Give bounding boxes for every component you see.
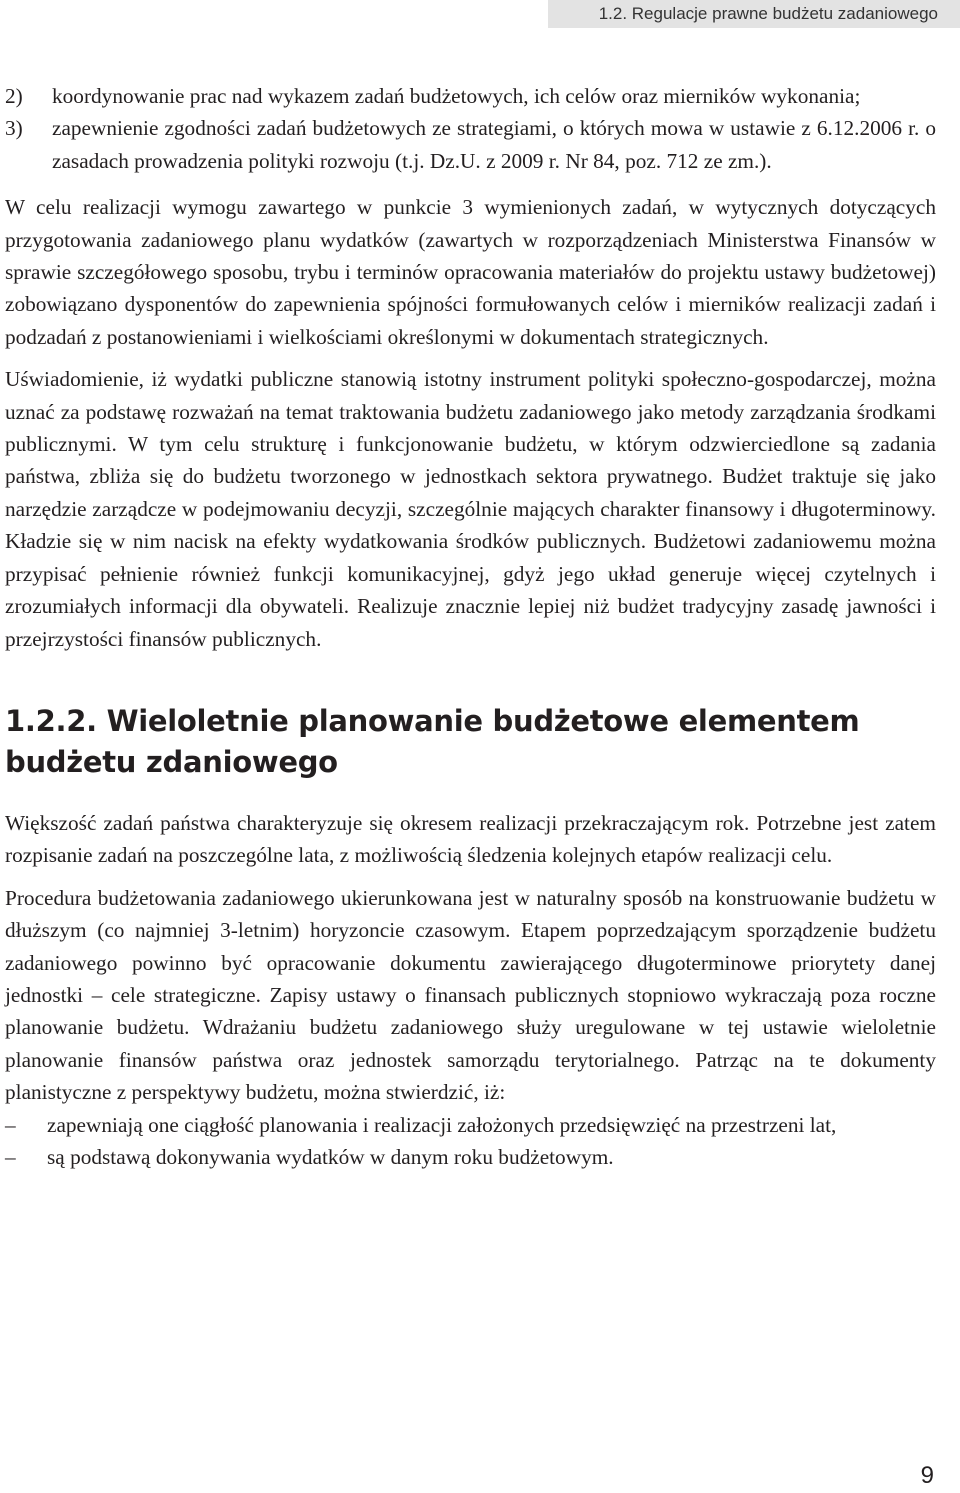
list-item-text: koordynowanie prac nad wykazem zadań budżetowych, ich celów oraz mierników wykonania; (52, 84, 861, 108)
section-heading (5, 701, 936, 783)
dash-bullet: – (5, 1112, 16, 1137)
list-item (5, 80, 936, 112)
dash-list-item (5, 1141, 936, 1173)
list-item-number: 3) (5, 116, 23, 141)
numbered-list (5, 80, 936, 177)
paragraph: W celu realizacji wymogu zawartego w punkcie 3 wymienionych zadań, w wytycznych dotyczących przygotowania zadaniowego planu wydatków (zawartych w rozporządzeniach Ministerstwa Finansów w sprawie szczegółowego sposobu, trybu i terminów opracowania materiałów do projektu ustawy budżetowej) zobowiązano dysponentów do zapewnienia spójności formułowanych celów i mierników realizacji zadań i podzadań z postanowieniami i wielkościami określonymi w dokumentach strategicznych. (5, 195, 936, 349)
paragraph: Uświadomienie, iż wydatki publiczne stanowią istotny instrument polityki społeczno-gospodarczej, można uznać za podstawę rozważań na temat traktowania budżetu zadaniowego jako metody zarządzania środkami publicznymi. W tym celu strukturę i funkcjonowanie budżetu, w którym odzwierciedlone są zadania państwa, zbliża się do budżetu tworzonego w jednostkach sektora prywatnego. Budżet traktuje się jako narzędzie zarządcze w podejmowaniu decyzji, szczególnie mających charakter finansowy i długoterminowy. Kładzie się w nim nacisk na efekty wydatkowania środków publicznych. Budżetowi zadaniowemu można przypisać pełnienie również funkcji komunikacyjnej, gdyż jego układ generuje więcej czytelnych i zrozumiałych informacji dla obywateli. Realizuje znacznie lepiej niż budżet tradycyjny zasadę jawności i przejrzystości finansów publicznych. (5, 367, 936, 651)
dash-bullet: – (5, 1144, 16, 1169)
paragraph: Większość zadań państwa charakteryzuje się okresem realizacji przekraczającym rok. Potrzebne jest zatem rozpisanie zadań na poszczególne lata, z możliwością śledzenia kolejnych etapów realizacji celu. (5, 810, 936, 868)
page-content (5, 80, 936, 1173)
section-heading-line: 1.2.2. Wieloletnie planowanie budżetowe elementem (5, 703, 860, 738)
dash-list-item (5, 1109, 936, 1141)
paragraph: Procedura budżetowania zadaniowego ukierunkowana jest w naturalny sposób na konstruowanie budżetu w dłuższym (co najmniej 3-letnim) horyzoncie czasowym. Etapem poprzedzającym sporządzenie budżetu zadaniowego powinno być opracowanie dokumentu zawierającego długoterminowe priorytety danej jednostki – cele strategiczne. Zapisy ustawy o finansach publicznych stopniowo wykraczają poza roczne planowanie budżetu. Wdrażaniu budżetu zadaniowego służy uregulowane w tej ustawie wieloletnie planowanie finansów państwa oraz jednostek samorządu terytorialnego. Patrząc na te dokumenty planistyczne z perspektywy budżetu, można stwierdzić, iż: (5, 885, 936, 1105)
list-item-text: zapewnienie zgodności zadań budżetowych ze strategiami, o których mowa w ustawie z 6.12.2006 r. o zasadach prowadzenia polityki rozwoju (t.j. Dz.U. z 2009 r. Nr 84, poz. 712 ze zm.). (52, 116, 936, 173)
dash-list-item-text: są podstawą dokonywania wydatków w danym roku budżetowym. (47, 1144, 614, 1169)
list-item-number: 2) (5, 84, 23, 108)
running-header (548, 0, 960, 28)
dash-list (5, 1109, 936, 1174)
list-item (5, 112, 936, 177)
section-heading-line: budżetu zdaniowego (5, 744, 338, 779)
dash-list-item-text: zapewniają one ciągłość planowania i realizacji założonych przedsięwzięć na przestrzeni lat, (47, 1112, 837, 1137)
running-header-title: 1.2. Regulacje prawne budżetu zadaniowego (598, 4, 938, 23)
page-number: 9 (920, 1462, 934, 1489)
